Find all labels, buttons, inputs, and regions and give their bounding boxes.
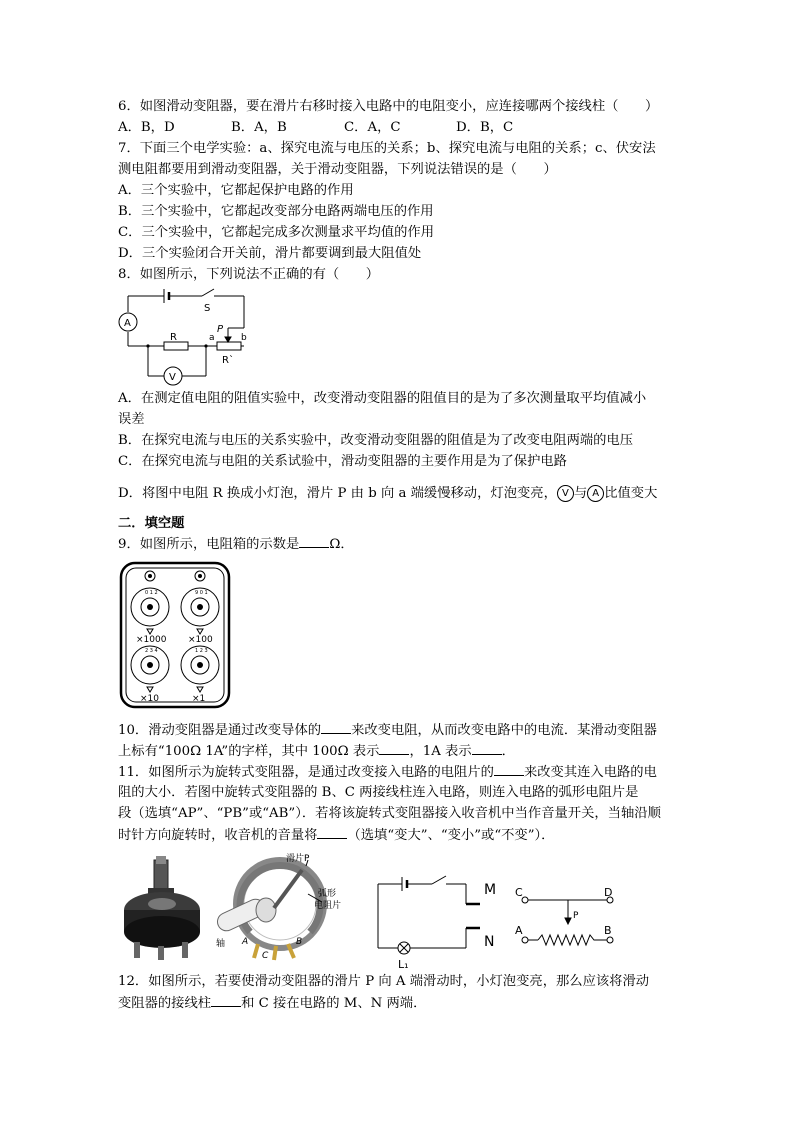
q8-stem: 8．如图所示，下列说法不正确的有（ ） [118, 267, 380, 282]
label-b: B [604, 924, 612, 937]
rotary-rheostat-diagram [214, 852, 344, 962]
q11-line2: 阻的大小．若图中旋转式变阻器的 B、C 两接线柱连入电路，则连入电路的弧形电阻片是 [118, 785, 639, 800]
q8-option-d-text: D．将图中电阻 R 换成小灯泡，滑片 P 由 b 向 a 端缓慢移动，灯泡变亮， [118, 486, 557, 501]
q12-line1: 12．如图所示，若要使滑动变阻器的滑片 P 向 A 端滑动时，小灯泡变亮，那么应该将滑动 [118, 974, 650, 989]
label-s: S [204, 303, 211, 314]
label-terminal-a: A [242, 937, 249, 947]
label-d: D [604, 886, 613, 899]
q8-option-a-line2: 误差 [118, 412, 145, 427]
answer-blank[interactable] [472, 741, 502, 755]
dial-label-1: ×1 [192, 694, 206, 704]
q8-option-d [118, 484, 657, 504]
resistor-r [164, 342, 188, 350]
q11-line1: 11．如图所示为旋转式变阻器，是通过改变接入电路的电阻片的 来改变其连入电路的电 [118, 762, 657, 783]
q10-line2: 上标有“100Ω 1A”的字样，其中 100Ω 表示 ，1A 表示 ． [118, 741, 515, 762]
q8-option-a-line1: A．在测定值电阻的阻值实验中，改变滑动变阻器的阻值目的是为了多次测量取平均值减小 [118, 391, 647, 406]
q7-option-d: D．三个实验闭合开关前，滑片都要调到最大阻值处 [118, 246, 422, 261]
label-terminal-b: B [296, 937, 303, 947]
q8-option-d-mid: 与 [573, 486, 588, 501]
label-terminal-c: C [262, 951, 269, 961]
label-arc1: 弧形 [318, 889, 337, 899]
q7-stem-line1: 7．下面三个电学实验：a、探究电流与电压的关系；b、探究电流与电阻的关系；c、伏安法 [118, 141, 656, 156]
q10-line1: 10．滑动变阻器是通过改变导体的 来改变电阻，从而改变电路中的电流．某滑动变阻器 [118, 720, 657, 741]
q11-line3: 段（选填“AP”、“PB”或“AB”）．若将该旋转式变阻器接入收音机中当作音量开关，当轴沿顺 [118, 806, 661, 821]
q6-option-a: A．B，D [118, 120, 175, 135]
q8-option-c: C．在探究电流与电阻的关系试验中，滑动变阻器的主要作用是为了保护电路 [118, 454, 567, 469]
answer-blank[interactable] [299, 534, 329, 548]
label-b: b [241, 333, 247, 343]
dial-label-100: ×100 [188, 635, 213, 645]
answer-blank[interactable] [321, 720, 351, 734]
voltmeter-icon: V [557, 485, 574, 502]
q11-line4: 时针方向旋转时，收音机的音量将 （选填“变大”、“变小”或“不变”）． [118, 825, 554, 846]
label-l1: L₁ [398, 958, 409, 971]
q7-option-a: A．三个实验中，它都起保护电路的作用 [118, 183, 354, 198]
label-m: M [484, 882, 497, 898]
svg-text:1 2 3: 1 2 3 [195, 648, 208, 654]
q8-option-b: B．在探究电流与电压的关系实验中，改变滑动变阻器的阻值是为了改变电阻两端的电压 [118, 433, 634, 448]
label-slider-p: 滑片P [286, 854, 310, 864]
svg-text:0 1 2: 0 1 2 [145, 590, 158, 596]
label-n: N [484, 934, 495, 950]
answer-blank[interactable] [379, 741, 409, 755]
slider-arm [274, 870, 302, 908]
svg-text:9 0 1: 9 0 1 [195, 590, 208, 596]
q9-stem [118, 534, 354, 555]
dial-label-10: ×10 [140, 694, 159, 704]
rheostat-r2 [217, 342, 241, 350]
label-p: P [573, 911, 579, 921]
q8-circuit-diagram [118, 286, 254, 388]
label-p: P [217, 324, 224, 335]
answer-blank[interactable] [317, 825, 347, 839]
label-arc2: 电阻片 [314, 901, 342, 911]
resistance-box-figure [118, 560, 234, 710]
svg-text:2 3 4: 2 3 4 [145, 648, 158, 654]
voltmeter-label: V [169, 372, 176, 383]
ammeter-icon: A [587, 485, 604, 502]
q6-option-b: B．A，B [231, 120, 287, 135]
q9-text: 9．如图所示，电阻箱的示数是 [118, 537, 300, 552]
answer-blank[interactable] [494, 762, 524, 776]
q9-unit: Ω． [329, 537, 354, 552]
ammeter-label: A [124, 318, 131, 329]
q6-option-d: D．B，C [456, 120, 514, 135]
q7-option-c: C．三个实验中，它都起完成多次测量求平均值的作用 [118, 225, 435, 240]
label-c: C [515, 886, 523, 899]
q7-stem-line2: 测电阻都要用到滑动变阻器，关于滑动变阻器，下列说法错误的是（ ） [118, 162, 557, 177]
section-title: 二．填空题 [118, 516, 185, 531]
dial-label-1000: ×1000 [136, 635, 167, 645]
label-r2: R` [222, 355, 234, 366]
q8-option-d-end: 比值变大 [604, 486, 658, 501]
q12-line2: 变阻器的接线柱 和 C 接在电路的 M、N 两端． [118, 993, 426, 1014]
q7-option-b: B．三个实验中，它都起改变部分电路两端电压的作用 [118, 204, 434, 219]
q6-stem: 6．如图滑动变阻器，要在滑片右移时接入电路中的电阻变小，应连接哪两个接线柱（ ） [118, 99, 659, 114]
label-axis: 轴 [216, 939, 226, 949]
label-a: A [515, 924, 523, 937]
switch-blade [202, 289, 214, 296]
rheostat-coil [538, 935, 610, 945]
switch-blade [432, 876, 446, 884]
label-a: a [209, 333, 215, 343]
answer-blank[interactable] [211, 993, 241, 1007]
potentiometer-photo [118, 852, 210, 962]
q6-option-c: C．A，C [344, 120, 401, 135]
q12-circuit-diagram [370, 868, 630, 972]
label-r: R [170, 332, 177, 343]
